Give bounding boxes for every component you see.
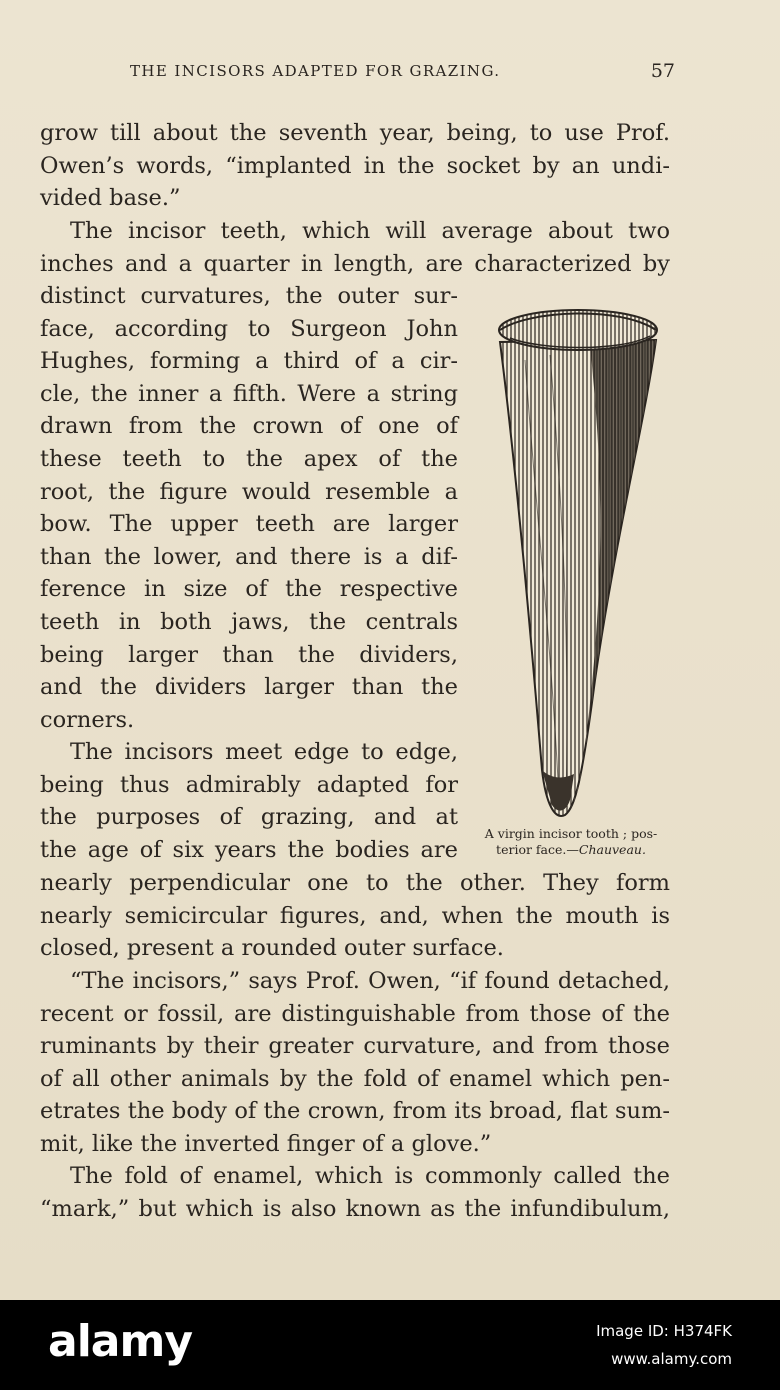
text-line: closed, present a rounded outer surface. <box>40 935 504 962</box>
text-line: being thus admirably adapted for <box>40 771 458 798</box>
text-line: root, the figure would resemble a <box>40 478 458 505</box>
text-line: the age of six years the bodies are <box>40 836 458 863</box>
caption-line-1: A virgin incisor tooth ; pos- <box>484 826 658 841</box>
paragraph-2-top <box>40 215 670 280</box>
paragraph-2-wrapped <box>40 280 458 736</box>
tooth-illustration <box>470 300 670 860</box>
text-line: “The incisors,” says Prof. Owen, “if found detached, <box>70 968 670 994</box>
text-line: of all other animals by the fold of enamel which pen- <box>40 1065 670 1092</box>
text-line: than the lower, and there is a dif- <box>40 543 458 570</box>
text-line: etrates the body of the crown, from its broad, flat sum- <box>40 1098 670 1125</box>
text-line: recent or fossil, are distinguishable from those of the <box>40 1000 670 1027</box>
incisor-tooth-engraving <box>470 300 670 830</box>
text-line: mit, like the inverted finger of a glove.” <box>40 1130 492 1157</box>
text-line: Owen’s words, “implanted in the socket by an undi- <box>40 152 670 179</box>
text-line: cle, the inner a fifth. Were a string <box>40 380 458 407</box>
alamy-logo: alamy <box>48 1316 192 1367</box>
text-line: the purposes of grazing, and at <box>40 804 458 831</box>
image-id: Image ID: H374FK <box>596 1322 732 1340</box>
page-number: 57 <box>650 60 675 82</box>
text-line: and the dividers larger than the <box>40 674 458 701</box>
running-header <box>130 62 675 80</box>
text-line: Hughes, forming a third of a cir- <box>40 348 458 375</box>
text-line: face, according to Surgeon John <box>40 315 458 342</box>
caption-text: terior face.— <box>496 842 579 857</box>
text-line: teeth in both jaws, the centrals <box>40 608 458 635</box>
paragraph-1 <box>40 117 670 215</box>
text-line: ference in size of the respective <box>40 576 458 603</box>
figure-caption <box>466 826 676 858</box>
text-line: “mark,” but which is also known as the infundibulum, <box>40 1195 670 1222</box>
caption-author: Chauveau. <box>578 842 646 857</box>
text-line: drawn from the crown of one of <box>40 413 458 440</box>
text-line: being larger than the dividers, <box>40 641 458 668</box>
paragraph-5 <box>40 1160 670 1225</box>
text-line: ruminants by their greater curvature, and from those <box>40 1033 670 1060</box>
text-line: nearly perpendicular one to the other. They form <box>40 870 670 896</box>
text-line: The incisor teeth, which will average about two <box>70 218 670 244</box>
text-line: grow till about the seventh year, being, to use Prof. <box>40 120 670 146</box>
text-line: vided base.” <box>40 185 181 212</box>
text-line: The fold of enamel, which is commonly called the <box>70 1163 670 1189</box>
text-line: these teeth to the apex of the <box>40 445 458 472</box>
text-line: bow. The upper teeth are larger <box>40 511 458 538</box>
text-line: corners. <box>40 706 135 733</box>
text-line: inches and a quarter in length, are characterized by <box>40 250 670 277</box>
running-title: THE INCISORS ADAPTED FOR GRAZING. <box>130 62 501 80</box>
stock-footer-bar <box>0 1300 780 1390</box>
paragraph-3-wrapped <box>40 736 458 866</box>
paragraph-4-quote <box>40 965 670 1161</box>
text-line: distinct curvatures, the outer sur- <box>40 283 458 309</box>
caption-line-2 <box>466 842 676 858</box>
text-line: nearly semicircular figures, and, when the mouth is <box>40 902 670 929</box>
site-url: www.alamy.com <box>611 1350 732 1368</box>
paragraph-3-full <box>40 867 670 965</box>
text-line: The incisors meet edge to edge, <box>70 739 458 765</box>
